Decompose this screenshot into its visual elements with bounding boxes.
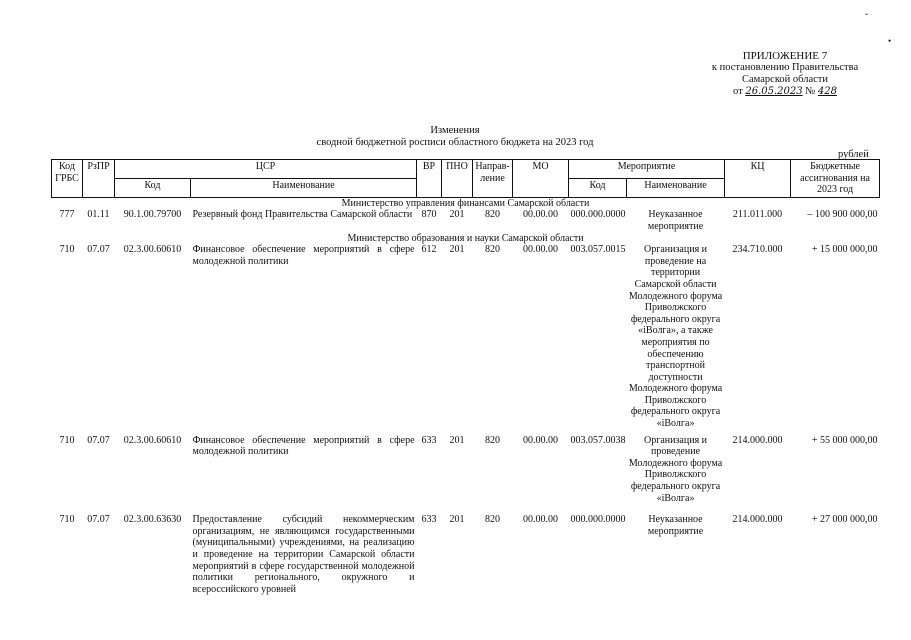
header-mo: МО [513,160,569,198]
scan-mark-1: ˇ [865,12,868,22]
cell-csr-name: Финансовое обеспечение мероприятий в сфере молодежной политики [192,244,415,267]
appendix-block [690,50,880,98]
cell-pno: 201 [449,209,465,221]
table-row [52,504,880,595]
section-title: Министерство образования и науки Самарской области [347,232,584,244]
section-row [52,197,880,209]
cell-vr: 870 [421,209,437,221]
cell-amount: – 100 900 000,00 [807,209,878,221]
cell-mo: 00.00.00 [523,244,559,256]
cell-event-name: Организация и проведение Молодежного форума Приволжского федерального округа «iВолга» [628,434,723,504]
cell-kc: 211.011.000 [732,209,783,221]
cell-grbs: 710 [59,244,75,256]
cell-mo: 00.00.00 [523,434,559,446]
appendix-line-1: к постановлению Правительства [711,62,859,73]
cell-amount: + 27 000 000,00 [811,514,878,526]
header-grbs: Код ГРБС [52,160,83,198]
cell-event-name: Неуказанное мероприятие [647,209,704,232]
header-direction: Направ-ление [473,160,513,198]
header-event-code: Код [569,178,627,197]
cell-event-code: 000.000.0000 [570,514,626,526]
cell-vr: 633 [421,434,437,446]
header-kc: КЦ [725,160,791,198]
cell-amount: + 15 000 000,00 [811,244,878,256]
cell-grbs: 710 [59,434,75,446]
section-row [52,233,880,245]
title-line-1: Изменения [430,125,480,136]
cell-event-code: 003.057.0015 [570,244,626,256]
cell-pno: 201 [449,434,465,446]
cell-csr-name: Финансовое обеспечение мероприятий в сфере молодежной политики [192,434,415,458]
header-event: Мероприятие [569,160,725,179]
cell-grbs: 777 [59,209,75,221]
table-row [52,244,880,430]
cell-direction: 820 [485,209,501,221]
cell-direction: 820 [485,434,501,446]
cell-vr: 612 [421,244,437,256]
budget-changes-table [51,159,880,595]
cell-mo: 00.00.00 [523,514,559,526]
section-title: Министерство управления финансами Самарской области [341,197,590,209]
header-csr-code: Код [115,178,191,197]
cell-event-name: Организация и проведение на территории Самарской области Молодежного форума Приволжского федерального округа «iВолга», а также мероприятия по обеспечению транспортной доступности Молодежного форума Приволжского федерального округа «iВолга» [628,244,723,430]
header-amount: Бюджетные ассигнования на 2023 год [791,160,880,198]
document-title [150,125,760,149]
cell-pno: 201 [449,514,465,526]
scan-mark-2: • [888,36,892,46]
appendix-title: ПРИЛОЖЕНИЕ 7 [742,50,828,62]
cell-csr-code: 02.3.00.60610 [123,244,182,256]
cell-rzpr: 07.07 [87,514,110,526]
cell-csr-code: 02.3.00.63630 [123,514,182,526]
header-pno: ПНО [442,160,473,198]
table-row [52,209,880,232]
cell-csr-name: Предоставление субсидий некоммерческим организациям, не являющимся государственными (муниципальными) учреждениями, на реализацию и проведение на территории Самарской области мероприятий в сфере государственной молодежной политики регионального, окружного и всероссийского уровней [192,514,415,595]
handwritten-date: 26.05.2023 [745,86,803,97]
header-rzpr: РзПР [83,160,115,198]
cell-grbs: 710 [59,514,75,526]
cell-kc: 234.710.000 [732,244,783,256]
cell-kc: 214.000.000 [732,514,783,526]
cell-csr-code: 90.1.00.79700 [123,209,182,221]
header-vr: ВР [417,160,442,198]
header-event-name: Наименование [627,178,725,197]
cell-event-name: Неуказанное мероприятие [647,514,704,537]
cell-csr-name: Резервный фонд Правительства Самарской области [192,209,413,221]
cell-rzpr: 01.11 [87,209,110,221]
cell-csr-code: 02.3.00.60610 [123,434,182,446]
cell-rzpr: 07.07 [87,244,110,256]
cell-direction: 820 [485,514,501,526]
cell-direction: 820 [485,244,501,256]
cell-vr: 633 [421,514,437,526]
table-row [52,430,880,505]
title-line-2: сводной бюджетной росписи областного бюджета на 2023 год [316,137,594,148]
unit-label: рублей [838,149,869,160]
header-csr-name: Наименование [191,178,417,197]
cell-mo: 00.00.00 [523,209,559,221]
cell-event-code: 000.000.0000 [570,209,626,221]
cell-event-code: 003.057.0038 [570,434,626,446]
cell-amount: + 55 000 000,00 [811,434,878,446]
cell-kc: 214.000.000 [732,434,783,446]
appendix-date-line [690,86,880,98]
cell-rzpr: 07.07 [87,434,110,446]
appendix-line-2: Самарской области [742,74,828,85]
header-csr: ЦСР [115,160,417,179]
date-prefix: от [733,86,743,97]
handwritten-number: 428 [817,86,837,97]
cell-pno: 201 [449,244,465,256]
number-prefix: № [805,86,816,97]
